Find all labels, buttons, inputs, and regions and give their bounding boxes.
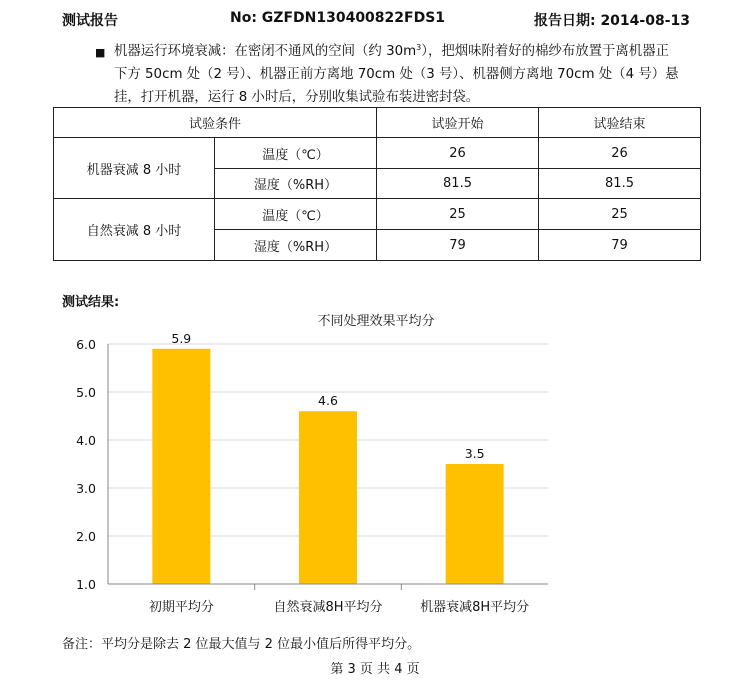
results-label: 测试结果: <box>62 295 120 310</box>
y-tick-label: 6.0 <box>76 337 96 352</box>
start-cell: 81.5 <box>377 169 539 199</box>
end-cell: 25 <box>539 199 701 230</box>
end-cell: 26 <box>539 138 701 169</box>
group-name: 机器衰减 8 小时 <box>54 138 215 199</box>
y-tick-label: 2.0 <box>76 529 96 544</box>
test-description <box>114 40 706 109</box>
param-cell: 湿度（%RH） <box>215 169 377 199</box>
superscript-3: 3 <box>416 43 422 52</box>
header-start: 试验开始 <box>377 108 539 138</box>
table-row <box>54 199 701 230</box>
group-name: 自然衰减 8 小时 <box>54 199 215 261</box>
report-title: 测试报告 <box>62 13 118 29</box>
report-header <box>62 10 690 32</box>
end-cell: 79 <box>539 230 701 261</box>
bar-value-label: 3.5 <box>464 446 485 461</box>
y-tick-label: 3.0 <box>76 481 96 496</box>
header-condition: 试验条件 <box>54 108 377 138</box>
bar-value-label: 5.9 <box>171 330 192 346</box>
x-category-label: 初期平均分 <box>148 600 214 615</box>
chart-title: 不同处理效果平均分 <box>317 314 435 329</box>
description-line-1: 机器运行环境衰减：在密闭不通风的空间（约 $30m^3$），把烟味附着好的棉纱布放置于离机器正 <box>114 43 669 59</box>
param-cell: 温度（℃） <box>215 138 377 169</box>
bar <box>299 411 357 584</box>
bar <box>446 464 504 584</box>
table-header-row <box>54 108 701 138</box>
bar-value-label: 4.6 <box>318 393 338 409</box>
page-footer: 第 3 页 共 4 页 <box>330 662 420 677</box>
param-cell: 湿度（%RH） <box>215 230 377 261</box>
report-number: No: GZFDN130400822FDS1 <box>230 10 446 26</box>
param-cell: 温度（℃） <box>215 199 377 230</box>
start-cell: 79 <box>377 230 539 261</box>
table-row <box>54 138 701 169</box>
y-tick-label: 5.0 <box>76 385 96 400</box>
average-score-bar-chart <box>0 300 750 625</box>
x-category-label: 自然衰减8H平均分 <box>273 600 383 615</box>
start-cell: 26 <box>377 138 539 169</box>
description-line-2: 下方 50cm 处（2 号）、机器正前方离地 70cm 处（3 号）、机器侧方离地 70cm 处（4 号）悬 <box>114 67 679 82</box>
bar <box>152 349 210 584</box>
test-conditions-table <box>53 107 701 261</box>
x-category-label: 机器衰减8H平均分 <box>420 600 530 615</box>
header-end: 试验结束 <box>539 108 701 138</box>
y-tick-label: 4.0 <box>76 433 96 448</box>
footnote: 备注：平均分是除去 2 位最大值与 2 位最小值后所得平均分。 <box>62 637 421 652</box>
end-cell: 81.5 <box>539 169 701 199</box>
start-cell: 25 <box>377 199 539 230</box>
description-line-3: 挂，打开机器，运行 8 小时后，分别收集试验布装进密封袋。 <box>114 90 480 105</box>
bullet-square-icon: ■ <box>95 46 106 59</box>
report-date: 报告日期: 2014-08-13 <box>533 13 690 29</box>
y-tick-label: 1.0 <box>76 577 96 592</box>
